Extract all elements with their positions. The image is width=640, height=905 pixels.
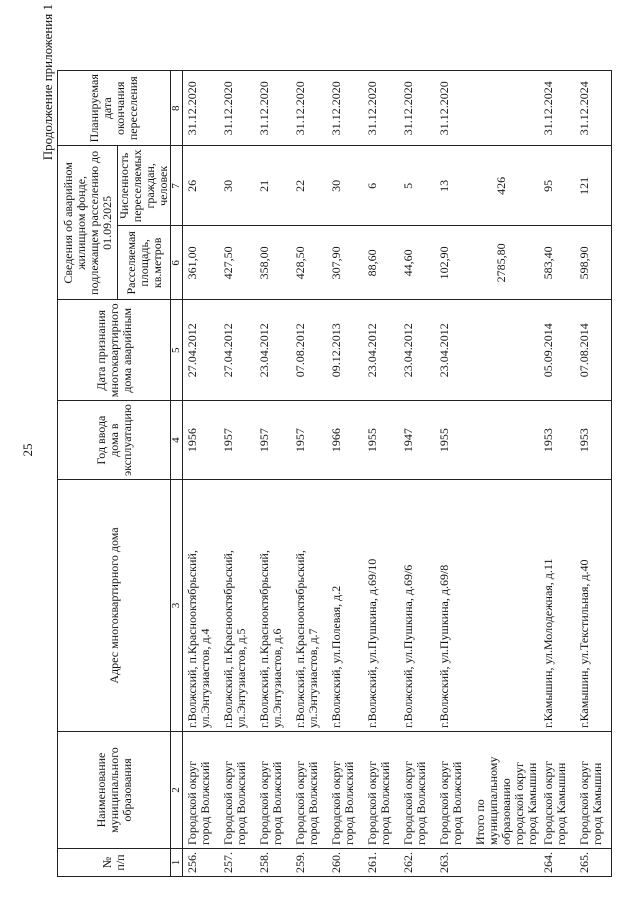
row-number: 260. <box>327 849 363 877</box>
row-people: 426 <box>471 146 539 226</box>
row-address: г.Волжский, п.Краснооктябрьский, ул.Энтузиастов, д.4 <box>183 480 220 732</box>
row-municipality: Городской округ город Волжский <box>435 732 471 849</box>
row-area: 102,90 <box>435 226 471 300</box>
row-year: 1957 <box>219 401 255 480</box>
row-end-date: 31.12.2020 <box>327 71 363 146</box>
row-date: 23.04.2012 <box>435 300 471 401</box>
row-area: 358,00 <box>255 226 291 300</box>
housing-table <box>57 70 612 877</box>
row-people: 95 <box>539 146 575 226</box>
row-end-date: 31.12.2020 <box>399 71 435 146</box>
row-address: г.Волжский, п.Краснооктябрьский, ул.Энтузиастов, д.6 <box>255 480 291 732</box>
table-row <box>399 71 435 877</box>
row-year: 1957 <box>291 401 327 480</box>
header-people: Численность переселяемых граждан, человек <box>118 146 171 226</box>
header-municipality: Наименование муниципального образования <box>58 732 171 849</box>
row-address: г.Волжский, п.Краснооктябрьский, ул.Энтузиастов, д.5 <box>219 480 255 732</box>
row-year <box>471 401 539 480</box>
row-year: 1953 <box>539 401 575 480</box>
row-end-date: 31.12.2020 <box>435 71 471 146</box>
header-end-date: Планируемая дата окончания переселения <box>58 71 171 146</box>
col-number: 5 <box>171 300 183 401</box>
row-area: 361,00 <box>183 226 220 300</box>
row-date: 23.04.2012 <box>363 300 399 401</box>
row-municipality: Городской округ город Волжский <box>363 732 399 849</box>
row-number: 264. <box>539 849 575 877</box>
row-people: 21 <box>255 146 291 226</box>
row-address: г.Волжский, ул.Полевая, д.2 <box>327 480 363 732</box>
row-end-date: 31.12.2020 <box>219 71 255 146</box>
col-number: 8 <box>171 71 183 146</box>
row-municipality: Городской округ город Камышин <box>539 732 575 849</box>
row-address: г.Волжский, ул.Пушкина, д.69/10 <box>363 480 399 732</box>
table-row <box>291 71 327 877</box>
col-number: 1 <box>171 849 183 877</box>
table-header <box>58 71 183 877</box>
row-number: 259. <box>291 849 327 877</box>
col-number: 7 <box>171 146 183 226</box>
table-row <box>327 71 363 877</box>
row-number: 256. <box>183 849 220 877</box>
row-address: г.Волжский, ул.Пушкина, д.69/6 <box>399 480 435 732</box>
row-end-date: 31.12.2020 <box>363 71 399 146</box>
row-end-date: 31.12.2024 <box>575 71 612 146</box>
row-end-date: 31.12.2020 <box>183 71 220 146</box>
row-end-date: 31.12.2020 <box>255 71 291 146</box>
row-number: 263. <box>435 849 471 877</box>
row-year: 1966 <box>327 401 363 480</box>
table-row <box>575 71 612 877</box>
row-municipality: Городской округ город Волжский <box>327 732 363 849</box>
row-address <box>471 480 539 732</box>
row-municipality: Итого по муниципальному образованию городской округ город Камышин <box>471 732 539 849</box>
row-municipality: Городской округ город Волжский <box>183 732 220 849</box>
row-people: 26 <box>183 146 220 226</box>
row-people: 22 <box>291 146 327 226</box>
col-number: 4 <box>171 401 183 480</box>
header-housing-group: Сведения об аварийном жилищном фонде, подлежащем расселению до 01.09.2025 <box>58 146 118 300</box>
row-year: 1955 <box>435 401 471 480</box>
row-date: 27.04.2012 <box>219 300 255 401</box>
row-area: 88,60 <box>363 226 399 300</box>
table-row <box>539 71 575 877</box>
row-number: 257. <box>219 849 255 877</box>
row-number: 261. <box>363 849 399 877</box>
row-area: 2785,80 <box>471 226 539 300</box>
row-number: 265. <box>575 849 612 877</box>
row-area: 427,50 <box>219 226 255 300</box>
page-number: 25 <box>20 443 35 457</box>
header-area: Расселяемая площадь, кв.метров <box>118 226 171 300</box>
row-area: 44,60 <box>399 226 435 300</box>
row-people: 121 <box>575 146 612 226</box>
table-row <box>471 71 539 877</box>
row-number: 262. <box>399 849 435 877</box>
row-people: 30 <box>219 146 255 226</box>
row-people: 30 <box>327 146 363 226</box>
row-date: 05.09.2014 <box>539 300 575 401</box>
col-number: 3 <box>171 480 183 732</box>
header-date: Дата признания многоквартирного дома аварийным <box>58 300 171 401</box>
row-municipality: Городской округ город Волжский <box>255 732 291 849</box>
row-address: г.Камышин, ул.Молодежная, д.11 <box>539 480 575 732</box>
row-date: 07.08.2014 <box>575 300 612 401</box>
row-address: г.Камышин, ул.Текстильная, д.40 <box>575 480 612 732</box>
row-area: 583,40 <box>539 226 575 300</box>
row-area: 428,50 <box>291 226 327 300</box>
row-year: 1947 <box>399 401 435 480</box>
row-date: 09.12.2013 <box>327 300 363 401</box>
row-date: 23.04.2012 <box>255 300 291 401</box>
row-number <box>471 849 539 877</box>
table-body <box>183 71 612 877</box>
row-number: 258. <box>255 849 291 877</box>
row-area: 307,90 <box>327 226 363 300</box>
row-year: 1956 <box>183 401 220 480</box>
row-address: г.Волжский, п.Краснооктябрьский, ул.Энтузиастов, д.7 <box>291 480 327 732</box>
row-municipality: Городской округ город Волжский <box>219 732 255 849</box>
continuation-label: Продолжение приложения 1 <box>40 4 55 161</box>
table-row <box>255 71 291 877</box>
row-people: 13 <box>435 146 471 226</box>
row-municipality: Городской округ город Волжский <box>291 732 327 849</box>
row-people: 5 <box>399 146 435 226</box>
row-date: 07.08.2012 <box>291 300 327 401</box>
col-number: 6 <box>171 226 183 300</box>
header-no: № п/п <box>58 849 171 877</box>
header-number-row <box>171 71 183 877</box>
row-end-date <box>471 71 539 146</box>
row-end-date: 31.12.2024 <box>539 71 575 146</box>
row-year: 1957 <box>255 401 291 480</box>
row-date: 23.04.2012 <box>399 300 435 401</box>
table-row <box>219 71 255 877</box>
row-people: 6 <box>363 146 399 226</box>
col-number: 2 <box>171 732 183 849</box>
header-year: Год ввода дома в эксплуатацию <box>58 401 171 480</box>
row-date <box>471 300 539 401</box>
row-date: 27.04.2012 <box>183 300 220 401</box>
table-row <box>435 71 471 877</box>
row-year: 1955 <box>363 401 399 480</box>
row-municipality: Городской округ город Камышин <box>575 732 612 849</box>
header-address: Адрес многоквартирного дома <box>58 480 171 732</box>
table-row <box>183 71 220 877</box>
row-year: 1953 <box>575 401 612 480</box>
row-municipality: Городской округ город Волжский <box>399 732 435 849</box>
row-area: 598,90 <box>575 226 612 300</box>
row-address: г.Волжский, ул.Пушкина, д.69/8 <box>435 480 471 732</box>
row-end-date: 31.12.2020 <box>291 71 327 146</box>
table-row <box>363 71 399 877</box>
